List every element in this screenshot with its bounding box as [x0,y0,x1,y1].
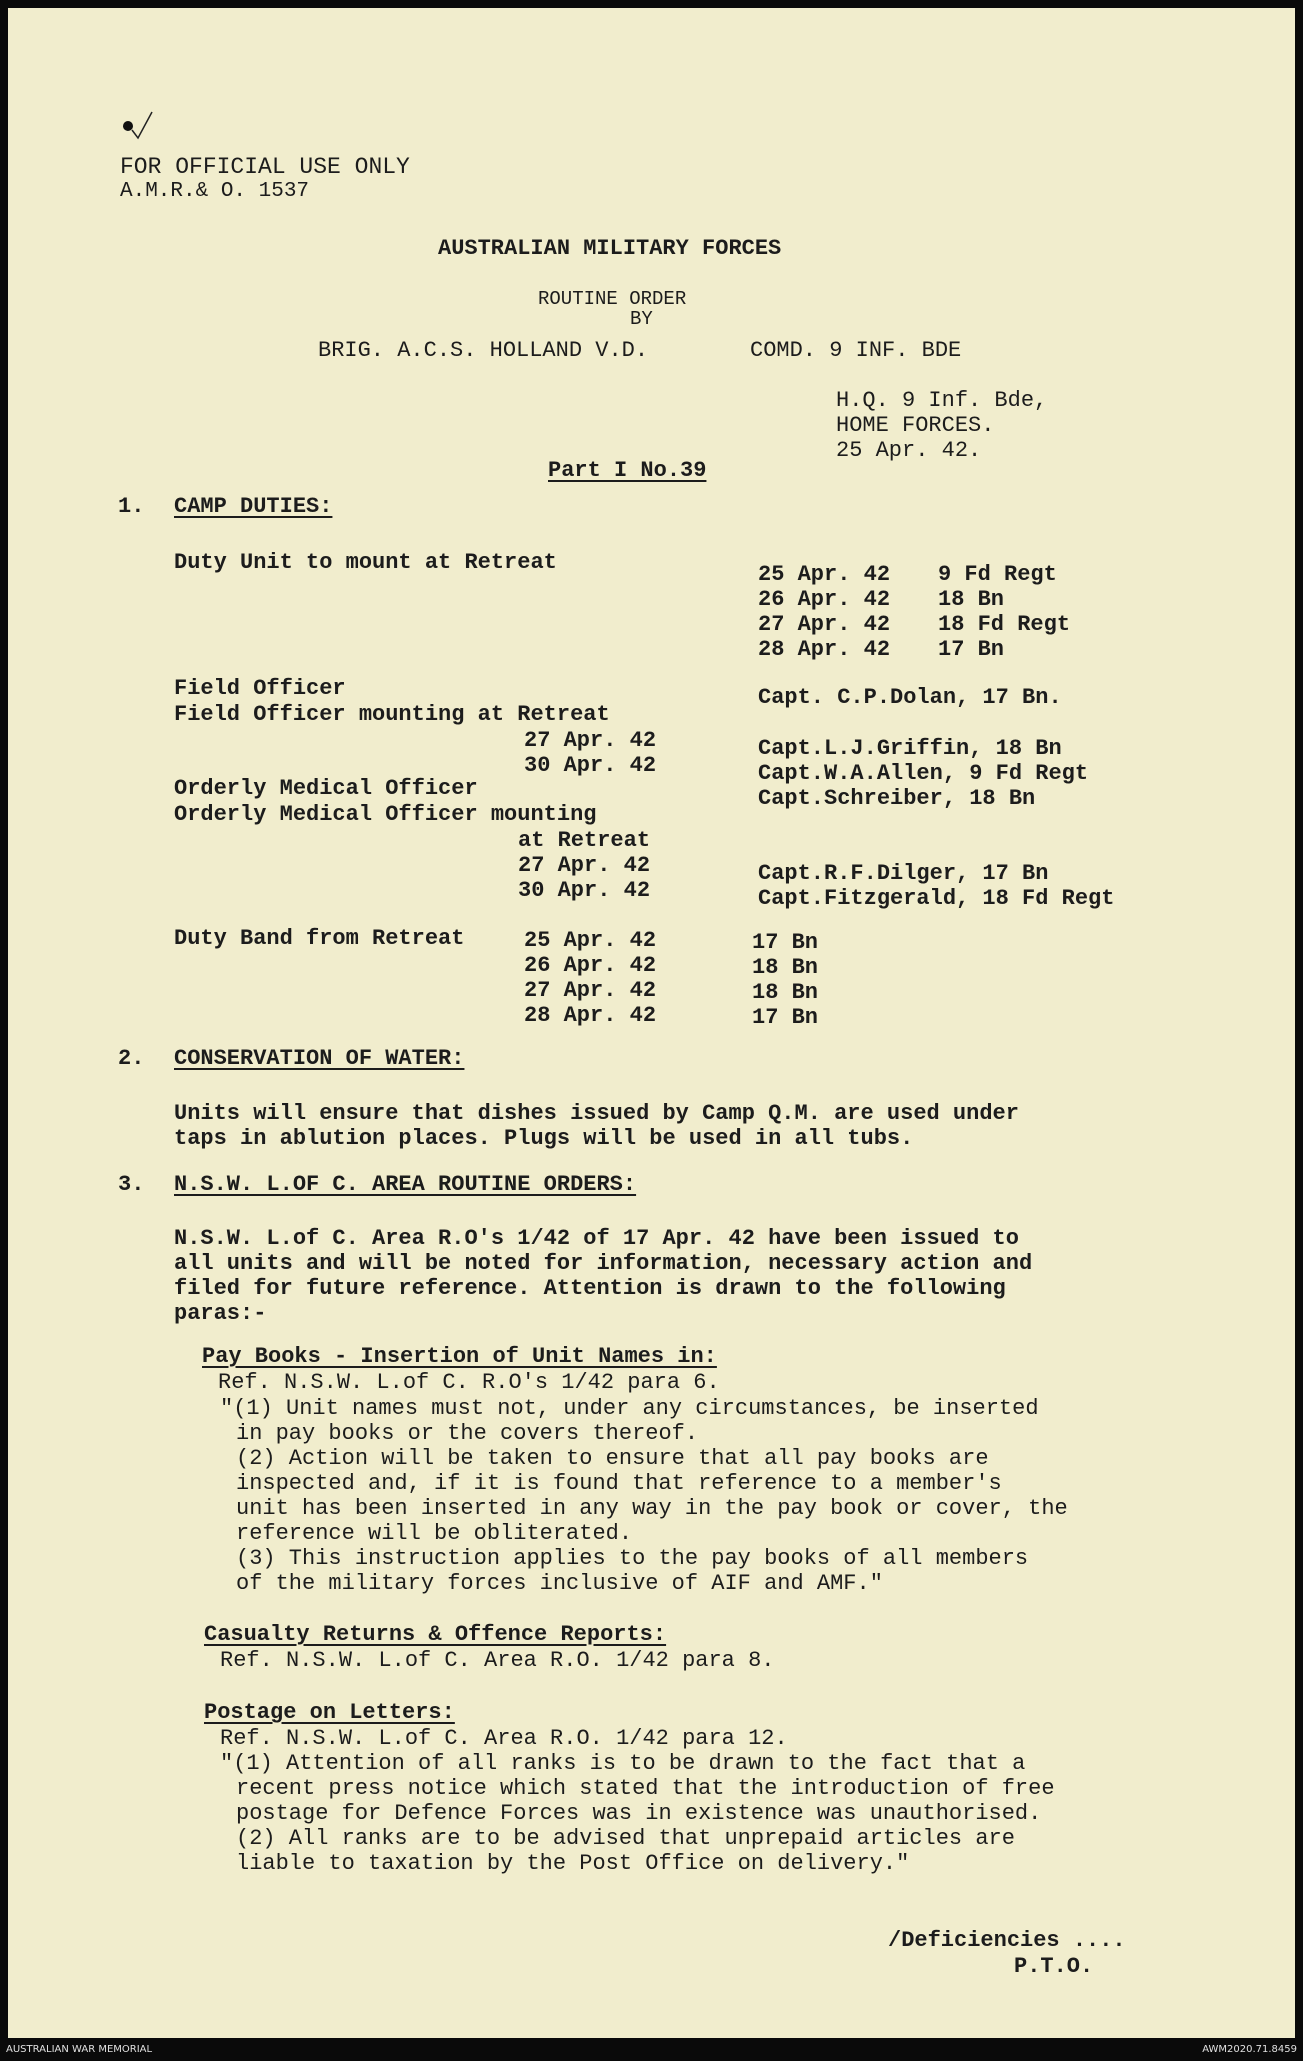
part-number: Part I No.39 [548,458,707,483]
band-unit: 17 Bn [752,930,819,955]
duty-unit-date: 28 Apr. 42 [758,637,891,662]
medical-mount-name: Capt.Fitzgerald, 18 Fd Regt [758,886,1115,911]
pay-books-ref: Ref. N.S.W. L.of C. R.O's 1/42 para 6. [218,1370,720,1395]
medical-officer-name: Capt.Schreiber, 18 Bn [758,786,1036,811]
band-date: 27 Apr. 42 [524,978,657,1003]
pay-books-line: (3) This instruction applies to the pay books of all members [236,1546,1029,1571]
field-officer-mount-date: 27 Apr. 42 [524,728,657,753]
postage-ref: Ref. N.S.W. L.of C. Area R.O. 1/42 para 12. [220,1726,788,1751]
band-date: 25 Apr. 42 [524,928,657,953]
section-2-number: 2. [118,1046,145,1071]
document-page [8,8,1295,2038]
section-3-heading: N.S.W. L.OF C. AREA ROUTINE ORDERS: [174,1172,637,1197]
section-3-intro-line: paras:- [174,1301,267,1326]
issuer: BRIG. A.C.S. HOLLAND V.D. [318,338,649,363]
pay-books-line: (2) Action will be taken to ensure that all pay books are [236,1446,989,1471]
archive-id: AWM2020.71.8459 [1202,2044,1297,2055]
pay-books-line: unit has been inserted in any way in the pay book or cover, the [236,1496,1068,1521]
pto-note: P.T.O. [1014,1954,1094,1979]
section-3-number: 3. [118,1172,145,1197]
field-officer-mount-label: Field Officer mounting at Retreat [174,702,610,727]
duty-unit-name: 9 Fd Regt [938,562,1057,587]
reference-number: A.M.R.& O. 1537 [120,180,310,203]
section-1-number: 1. [118,494,145,519]
medical-mount-date: 27 Apr. 42 [518,853,651,878]
band-label: Duty Band from Retreat [174,926,465,951]
band-unit: 17 Bn [752,1005,819,1030]
pay-books-line: inspected and, if it is found that reference to a member's [236,1471,1002,1496]
band-date: 26 Apr. 42 [524,953,657,978]
section-3-intro-line: filed for future reference. Attention is drawn to the following [174,1276,1006,1301]
medical-mount-name: Capt.R.F.Dilger, 17 Bn [758,861,1049,886]
postage-line: recent press notice which stated that the introduction of free [236,1776,1055,1801]
medical-mount-label: Orderly Medical Officer mounting [174,802,597,827]
duty-unit-name: 17 Bn [938,637,1005,662]
hq-line: H.Q. 9 Inf. Bde, [836,388,1048,413]
medical-mount-label-2: at Retreat [518,828,651,853]
section-2-heading: CONSERVATION OF WATER: [174,1046,465,1071]
duty-unit-label: Duty Unit to mount at Retreat [174,550,557,575]
pay-books-line: reference will be obliterated. [236,1521,633,1546]
section-1-heading: CAMP DUTIES: [174,494,333,519]
continuation-note: /Deficiencies .... [888,1928,1126,1953]
band-unit: 18 Bn [752,980,819,1005]
command: COMD. 9 INF. BDE [750,338,962,363]
field-officer-name: Capt. C.P.Dolan, 17 Bn. [758,685,1062,710]
order-date: 25 Apr. 42. [836,438,982,463]
field-officer-mount-name: Capt.W.A.Allen, 9 Fd Regt [758,761,1089,786]
postage-line: (2) All ranks are to be advised that unprepaid articles are [236,1826,1015,1851]
tick-mark-icon [118,108,158,148]
medical-officer-label: Orderly Medical Officer [174,776,478,801]
postage-line: postage for Defence Forces was in existence was unauthorised. [236,1801,1042,1826]
band-unit: 18 Bn [752,955,819,980]
duty-unit-date: 26 Apr. 42 [758,587,891,612]
postage-line: liable to taxation by the Post Office on delivery." [236,1851,910,1876]
pay-books-line: in pay books or the covers thereof. [236,1421,699,1446]
duty-unit-date: 25 Apr. 42 [758,562,891,587]
archive-name: AUSTRALIAN WAR MEMORIAL [6,2044,153,2055]
postage-heading: Postage on Letters: [204,1700,455,1725]
duty-unit-name: 18 Bn [938,587,1005,612]
order-type: ROUTINE ORDER [538,288,687,310]
section-3-intro-line: all units and will be noted for information, necessary action and [174,1251,1033,1276]
medical-mount-date: 30 Apr. 42 [518,878,651,903]
casualty-heading: Casualty Returns & Offence Reports: [204,1622,667,1647]
casualty-ref: Ref. N.S.W. L.of C. Area R.O. 1/42 para 8. [220,1648,775,1673]
organization-title: AUSTRALIAN MILITARY FORCES [438,236,782,261]
forces-line: HOME FORCES. [836,413,995,438]
section-2-line: taps in ablution places. Plugs will be used in all tubs. [174,1126,914,1151]
official-use-label: FOR OFFICIAL USE ONLY [120,154,410,180]
duty-unit-date: 27 Apr. 42 [758,612,891,637]
pay-books-line: "(1) Unit names must not, under any circumstances, be inserted [220,1396,1039,1421]
postage-line: "(1) Attention of all ranks is to be drawn to the fact that a [220,1751,1026,1776]
field-officer-mount-date: 30 Apr. 42 [524,753,657,778]
by-label: BY [630,308,653,330]
duty-unit-name: 18 Fd Regt [938,612,1071,637]
pay-books-line: of the military forces inclusive of AIF and AMF." [236,1571,883,1596]
field-officer-label: Field Officer [174,676,346,701]
band-date: 28 Apr. 42 [524,1003,657,1028]
pay-books-heading: Pay Books - Insertion of Unit Names in: [202,1344,717,1369]
section-2-line: Units will ensure that dishes issued by Camp Q.M. are used under [174,1101,1019,1126]
archive-footer [0,2038,1303,2061]
section-3-intro-line: N.S.W. L.of C. Area R.O's 1/42 of 17 Apr. 42 have been issued to [174,1226,1019,1251]
field-officer-mount-name: Capt.L.J.Griffin, 18 Bn [758,736,1062,761]
